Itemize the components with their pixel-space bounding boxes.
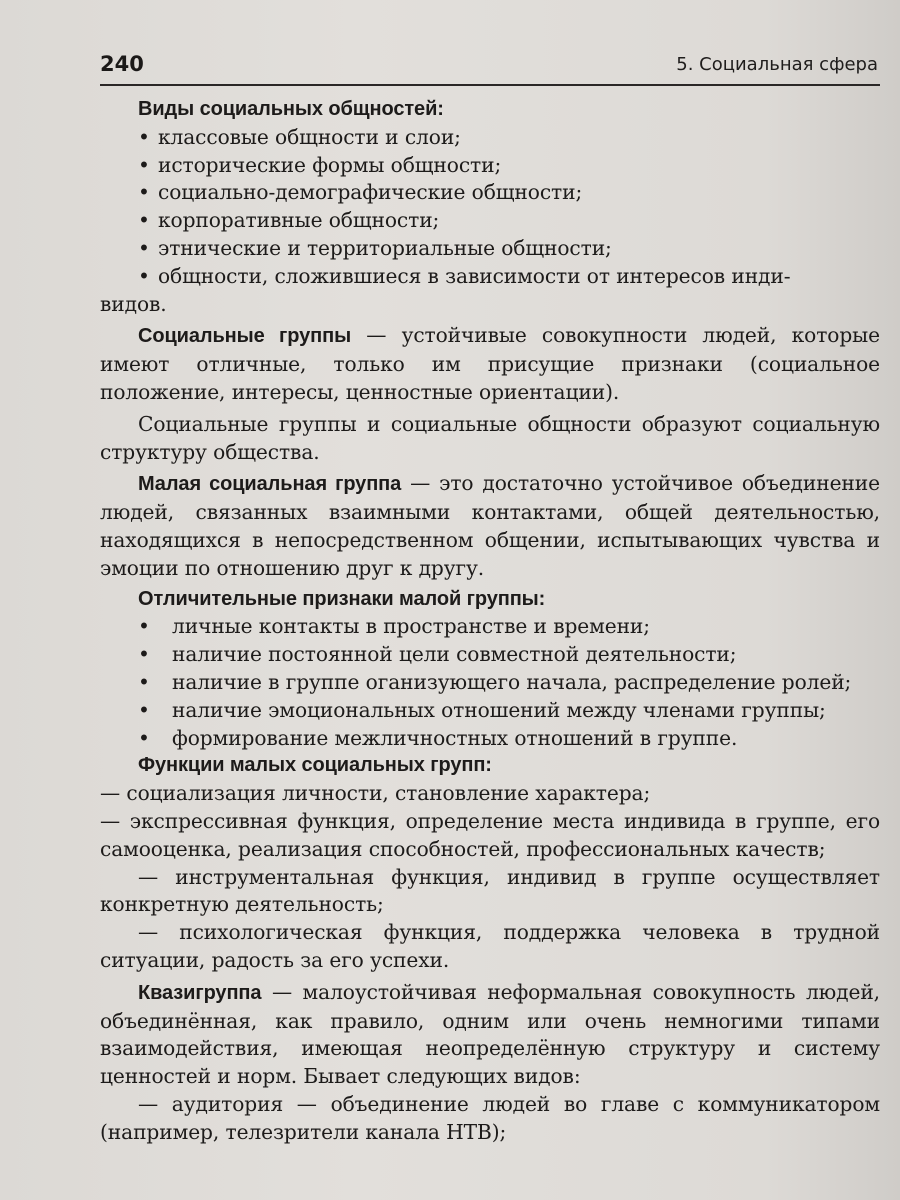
list-item: • наличие постоянной цели совместной деятельности; xyxy=(138,642,737,667)
types-heading: Виды социальных общностей: xyxy=(138,98,444,120)
list-item: • личные контакты в пространстве и времени; xyxy=(138,614,650,639)
social-groups-definition: Социальные группы — устойчивые совокупности людей, которые имеют отличные, только им присущие признаки (социальное положение, интересы, ценностные ориентации). xyxy=(100,323,880,404)
structure-paragraph: Социальные группы и социальные общности образуют социальную структуру общества. xyxy=(100,411,880,464)
term: Социальные группы xyxy=(138,325,352,348)
term: Квазигруппа xyxy=(138,981,262,1004)
list-item: • формирование межличностных отношений в группе. xyxy=(138,725,738,750)
list-item-continuation: видов. xyxy=(100,291,167,316)
term: Малая социальная группа xyxy=(138,473,402,496)
functions-heading: Функции малых социальных групп: xyxy=(138,754,492,777)
small-group-definition: Малая социальная группа — это достаточно устойчивое объединение людей, связанных взаимными контактами, общей деятельностью, находящихся в непосредственном общении, испытывающих чувства и эмоции по отношению друг к другу. xyxy=(100,471,880,580)
list-item: • корпоративные общности; xyxy=(138,208,440,233)
list-item: • классовые общности и слои; xyxy=(138,124,461,149)
list-item: — психологическая функция, поддержка человека в трудной ситуации, радость за его успехи. xyxy=(100,920,880,972)
list-item: • наличие в группе оганизующего начала, распределение ролей; xyxy=(138,669,852,694)
quasigroup-definition: Квазигруппа — малоустойчивая неформальная совокупность людей, объединённая, как правило, одним или очень немногими типами взаимодействия, имеющая неопределённую структуру и систему ценностей и норм. Бывает следующих видов: xyxy=(100,979,880,1089)
types-list xyxy=(100,124,880,291)
list-item: — инструментальная функция, индивид в группе осуществляет конкретную деятельность; xyxy=(100,864,880,917)
page-body xyxy=(100,96,880,1146)
page-number: 240 xyxy=(100,52,144,76)
running-head: 5. Социальная сфера xyxy=(676,54,878,75)
list-item: — аудитория — объединение людей во главе с коммуникатором (например, телезрители канала НТВ); xyxy=(100,1091,880,1144)
list-item: • общности, сложившиеся в зависимости от интересов инди- xyxy=(138,263,791,288)
features-heading: Отличительные признаки малой группы: xyxy=(138,587,546,610)
features-list xyxy=(100,613,880,752)
list-item: • наличие эмоциональных отношений между членами группы; xyxy=(138,697,826,722)
list-item: — экспрессивная функция, определение места индивида в группе, его самооценка, реализация способностей, профессиональных качеств; xyxy=(100,808,880,861)
list-item: — социализация личности, становление характера; xyxy=(100,781,651,806)
list-item: • социально-демографические общности; xyxy=(138,180,583,205)
list-item: • этнические и территориальные общности; xyxy=(138,235,612,260)
list-item: • исторические формы общности; xyxy=(138,152,502,177)
page-header xyxy=(100,48,880,86)
